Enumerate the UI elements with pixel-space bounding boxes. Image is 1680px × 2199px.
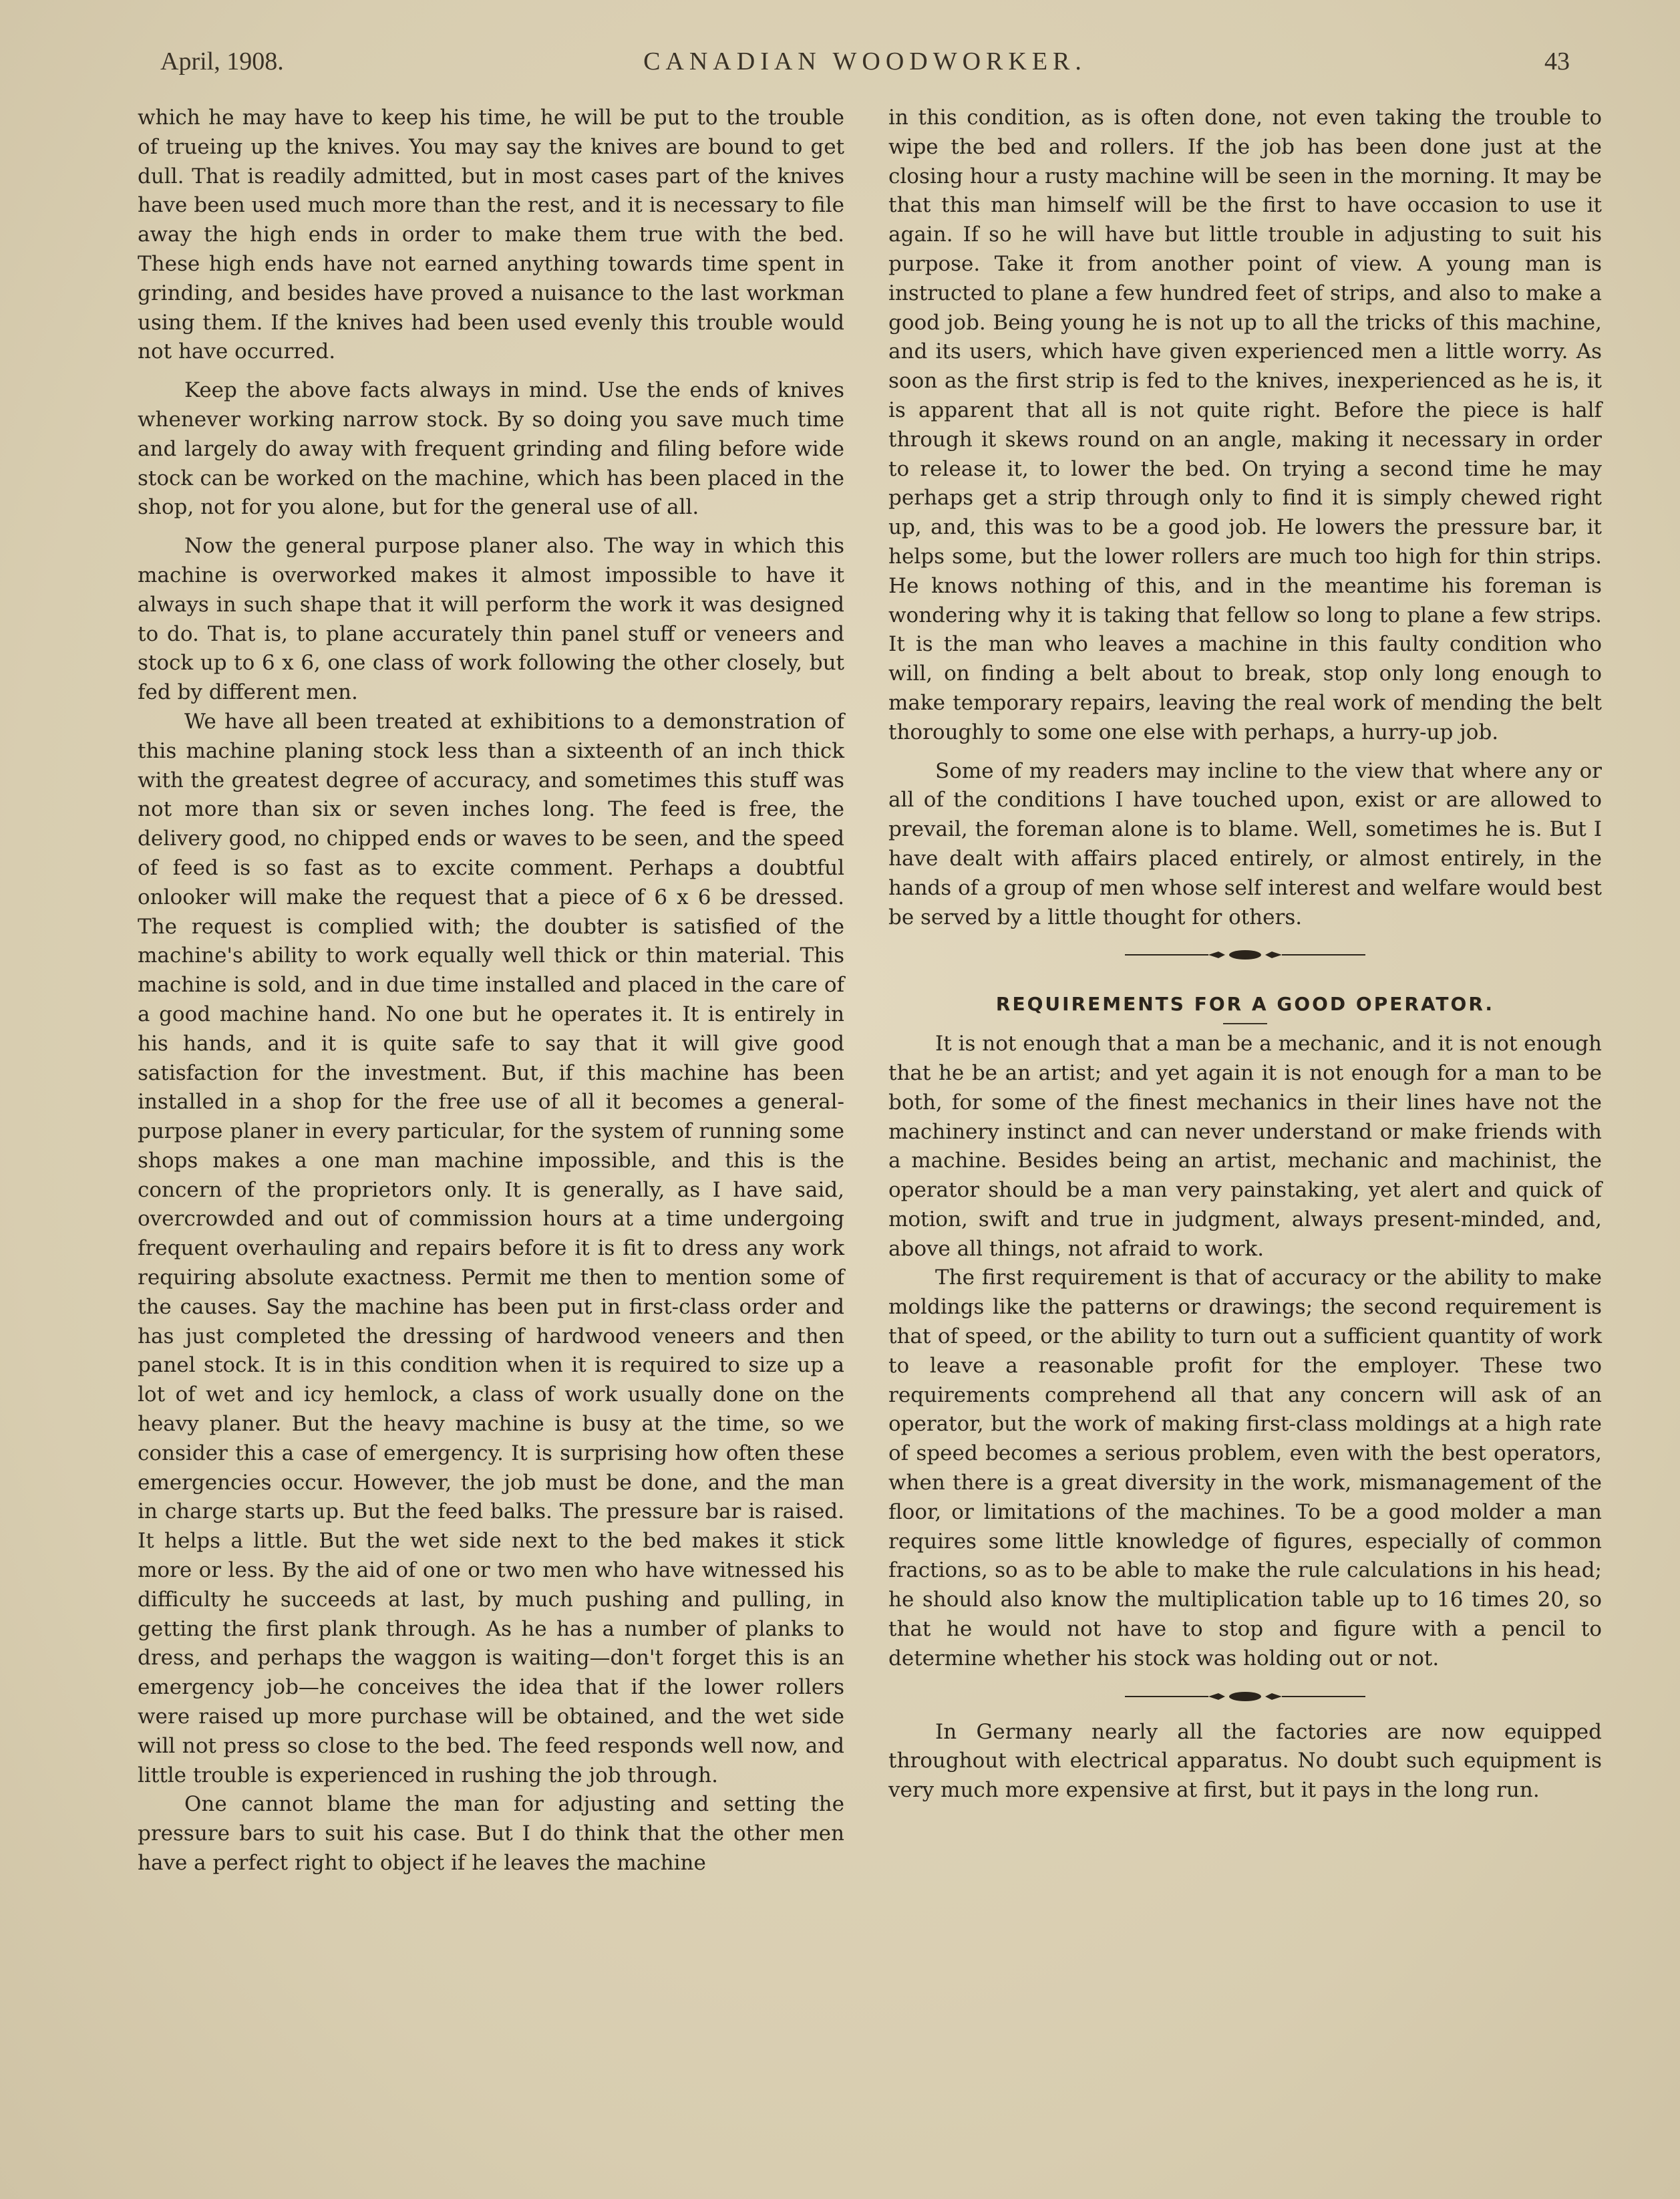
heading-rule <box>1223 1023 1267 1024</box>
paragraph: One cannot blame the man for adjusting and setting the pressure bars to suit his case. But I do think that the other men have a perfect right to object if he leaves the machine <box>138 1792 844 1876</box>
paragraph: We have all been treated at exhibitions to a demonstration of this machine planing stock less than a sixteenth of an inch thick with the greatest degree of accuracy, and sometimes this stuff was not more than six or seven inches long. The feed is free, the delivery good, no chipped ends or waves to be seen, and the speed of feed is so fast as to excite comment. Perhaps a doubtful onlooker will make the request that a piece of 6 x 6 be dressed. The request is complied with; the doubter is satisfied of the machine's ability to work equally well thick or thin material. This machine is sold, and in due time installed and placed in the care of a good machine hand. No one but he operates it. It is entirely in his hands, and it is quite safe to say that it will give good satisfaction for the investment. But, if this machine has been installed in a shop for the free use of all it becomes a general-purpose planer in every particular, for the system of running some shops makes a one man machine impossible, and this is the concern of the proprietors only. It is generally, as I have said, overcrowded and out of commission hours at a time undergoing frequent overhauling and repairs before it is fit to dress any work requiring absolute exactness. Permit me then to mention some of the causes. Say the machine has been put in first-class order and has just completed the dressing of hardwood veneers and then panel stock. It is in this condition when it is required to size up a lot of wet and icy hemlock, a class of work usually done on the heavy planer. But the heavy machine is busy at the time, so we consider this a case of emergency. It is surprising how often these emergencies occur. However, the job must be done, and the man in charge starts up. But the feed balks. The pressure bar is raised. It helps a little. But the wet side next to the bed makes it stick more or less. By the aid of one or two men who have witnessed his difficulty he succeeds at last, by much pushing and pulling, in getting the first plank through. As he has a number of planks to dress, and perhaps the waggon is waiting—don't forget this is an emergency job—he conceives the idea that if the lower rollers were raised up more purchase will be obtained, and the wet side will not press so close to the bed. The feed responds well now, and little trouble is experienced in rushing the job through. <box>138 709 844 1787</box>
paragraph: In Germany nearly all the factories are now equipped throughout with electrical apparatus. No doubt such equipment is very much more expensive at first, but it pays in the long run. <box>888 1719 1602 1803</box>
section-heading: REQUIREMENTS FOR A GOOD OPERATOR. <box>995 993 1495 1016</box>
ornament-divider <box>1125 1689 1365 1705</box>
paragraph: It is not enough that a man be a mechanic, and it is not enough that he be an artist; and yet again it is not enough for a man to be both, for some of the finest mechanics in their lines have not the machinery instinct and can never understand or make friends with a machine. Besides being an artist, mechanic and machinist, the operator should be a man very painstaking, yet alert and quick of motion, swift and true in judgment, always present-minded, and, above all things, not afraid to work. <box>888 1032 1602 1261</box>
ornament-divider <box>1125 947 1365 963</box>
paragraph: Now the general purpose planer also. The way in which this machine is overworked makes it almost impossible to have it always in such shape that it will perform the work it was designed to do. That is, to plane accurately thin panel stuff or veneers and stock up to 6 x 6, one class of work following the other closely, but fed by different men. <box>138 534 844 705</box>
issue-date: April, 1908. <box>160 47 284 76</box>
magazine-title: CANADIAN WOODWORKER. <box>643 47 1087 76</box>
right-column <box>888 104 1602 1805</box>
running-header <box>160 47 1570 87</box>
paragraph: in this condition, as is often done, not even taking the trouble to wipe the bed and rollers. If the job has been done just at the closing hour a rusty machine will be seen in the morning. It may be that this man himself will be the first to have occasion to use it again. If so he will have but little trouble in adjusting to suit his purpose. Take it from another point of view. A young man is instructed to plane a few hundred feet of strips, and also to make a good job. Being young he is not up to all the tricks of this machine, and its users, which have given experienced men a little worry. As soon as the first strip is fed to the knives, inexperienced as he is, it is apparent that all is not quite right. Before the piece is half through it skews round on an angle, making it necessary in order to release it, to lower the bed. On trying a second time he may perhaps get a strip through only to find it is simply chewed right up, and, this was to be a good job. He lowers the pressure bar, it helps some, but the lower rollers are much too high for thin strips. He knows nothing of this, and in the meantime his foreman is wondering why it is taking that fellow so long to plane a few strips. It is the man who leaves a machine in this faulty condition who will, on finding a belt about to break, stop only long enough to make temporary repairs, leaving the real work of mending the belt thoroughly to some one else with perhaps, a hurry-up job. <box>888 106 1602 744</box>
paragraph: Keep the above facts always in mind. Use the ends of knives whenever working narrow stock. By so doing you save much time and largely do away with frequent grinding and filing before wide stock can be worked on the machine, which has been placed in the shop, not for you alone, but for the general use of all. <box>138 378 844 520</box>
left-column <box>138 104 844 1878</box>
paragraph: The first requirement is that of accuracy or the ability to make moldings like the patterns or drawings; the second requirement is that of speed, or the ability to turn out a sufficient quantity of work to leave a reasonable profit for the employer. These two requirements comprehend all that any concern will ask of an operator, but the work of making first-class moldings at a high rate of speed becomes a serious problem, even with the best operators, when there is a great diversity in the work, mismanagement of the floor, or limitations of the machines. To be a good molder a man requires some little knowledge of figures, especially of common fractions, so as to be able to make the rule calculations in his head; he should also know the multiplication table up to 16 times 20, so that he would not have to stop and figure with a pencil to determine whether his stock was holding out or not. <box>888 1266 1602 1670</box>
paragraph: Some of my readers may incline to the view that where any or all of the conditions I have touched upon, exist or are allowed to prevail, the foreman alone is to blame. Well, sometimes he is. But I have dealt with affairs placed entirely, or almost entirely, in the hands of a group of men whose self interest and welfare would best be served by a little thought for others. <box>888 758 1602 929</box>
paragraph: which he may have to keep his time, he will be put to the trouble of trueing up the knives. You may say the knives are bound to get dull. That is readily admitted, but in most cases part of the knives have been used much more than the rest, and it is necessary to file away the high ends in order to make them true with the bed. These high ends have not earned anything towards time spent in grinding, and besides have proved a nuisance to the last workman using them. If the knives had been used evenly this trouble would not have occurred. <box>138 106 844 364</box>
page-number: 43 <box>1544 47 1570 76</box>
